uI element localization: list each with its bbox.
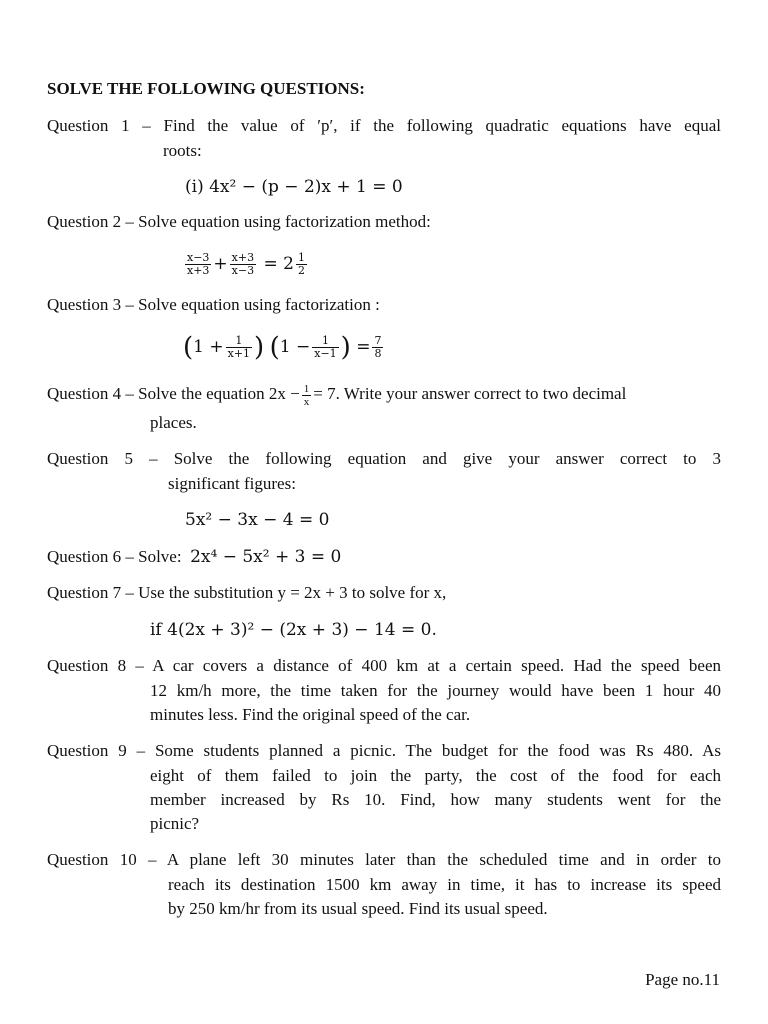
question-3-text: Question 3 – Solve equation using factorization : bbox=[47, 295, 380, 314]
fraction: $\frac{x-3}{x+3}$ bbox=[187, 251, 210, 277]
question-6-text: Question 6 – Solve: 2x⁴ − 5x² + 3 = 0 bbox=[47, 547, 342, 567]
question-4-text-cont: places. bbox=[150, 413, 197, 432]
page-number: Page no.11 bbox=[645, 970, 720, 989]
fraction: $\frac{1}{x-1}$ bbox=[314, 334, 337, 360]
question-8-text: Question 8 – A car covers a distance of 400 km at a certain speed. Had the speed been bbox=[47, 656, 721, 675]
page-heading: SOLVE THE FOLLOWING QUESTIONS: bbox=[47, 79, 365, 98]
question-8-text-end: minutes less. Find the original speed of the car. bbox=[150, 705, 471, 724]
question-8-text-cont: 12 km/h more, the time taken for the journey would have been 1 hour 40 bbox=[150, 681, 721, 700]
question-10-text-end: by 250 km/hr from its usual speed. Find its usual speed. bbox=[168, 899, 548, 918]
question-1-text: Question 1 – Find the value of ′p′, if the following quadratic equations have equal bbox=[47, 116, 721, 135]
question-9-text-end: picnic? bbox=[150, 814, 200, 833]
question-6-equation: 2x⁴ − 5x² + 3 = 0 bbox=[190, 547, 342, 567]
question-7-text: Question 7 – Use the substitution y = 2x + 3 to solve for x, bbox=[47, 583, 447, 602]
fraction: $\frac{x+3}{x-3}$ bbox=[231, 251, 255, 277]
fraction: $\frac{1}{x+1}$ bbox=[227, 334, 251, 360]
fraction: $\frac{1}{2}$ bbox=[297, 251, 305, 277]
question-2-text: Question 2 – Solve equation using factorization method: bbox=[47, 212, 431, 231]
question-5-text-cont: significant figures: bbox=[168, 474, 296, 493]
fraction: $\frac{7}{8}$ bbox=[374, 334, 382, 360]
question-7-equation: if 4(2x + 3)² − (2x + 3) − 14 = 0. bbox=[150, 620, 437, 640]
question-10-text: Question 10 – A plane left 30 minutes later than the scheduled time and in order to bbox=[47, 850, 721, 869]
question-4-text: Question 4 – Solve the equation 2x − $\frac{1}{x}$ = 7. Write your answer correct to two decimal bbox=[47, 382, 627, 408]
question-5-equation: 5x² − 3x − 4 = 0 bbox=[185, 510, 330, 530]
question-3-equation: (1 + $\frac{1}{x+1}$ ) (1 − $\frac{1}{x-1}$ ) = $\frac{7}{8}$ bbox=[183, 332, 382, 363]
question-9-text: Question 9 – Some students planned a picnic. The budget for the food was Rs 480. As bbox=[47, 741, 721, 760]
question-2-equation: $\frac{x-3}{x+3}$ + $\frac{x+3}{x-3}$ = 2 $\frac{1}{2}$ bbox=[187, 251, 305, 277]
question-10-text-cont: reach its destination 1500 km away in time, it has to increase its speed bbox=[168, 875, 721, 894]
question-1-text-cont: roots: bbox=[163, 141, 202, 160]
question-5-text: Question 5 – Solve the following equation and give your answer correct to 3 bbox=[47, 449, 721, 468]
question-9-text-cont: eight of them failed to join the party, the cost of the food for each bbox=[150, 766, 721, 785]
question-1-equation: (i) 4x² − (p − 2)x + 1 = 0 bbox=[185, 177, 403, 197]
fraction: $\frac{1}{x}$ bbox=[303, 382, 310, 408]
question-9-text-cont2: member increased by Rs 10. Find, how many students went for the bbox=[150, 790, 721, 809]
